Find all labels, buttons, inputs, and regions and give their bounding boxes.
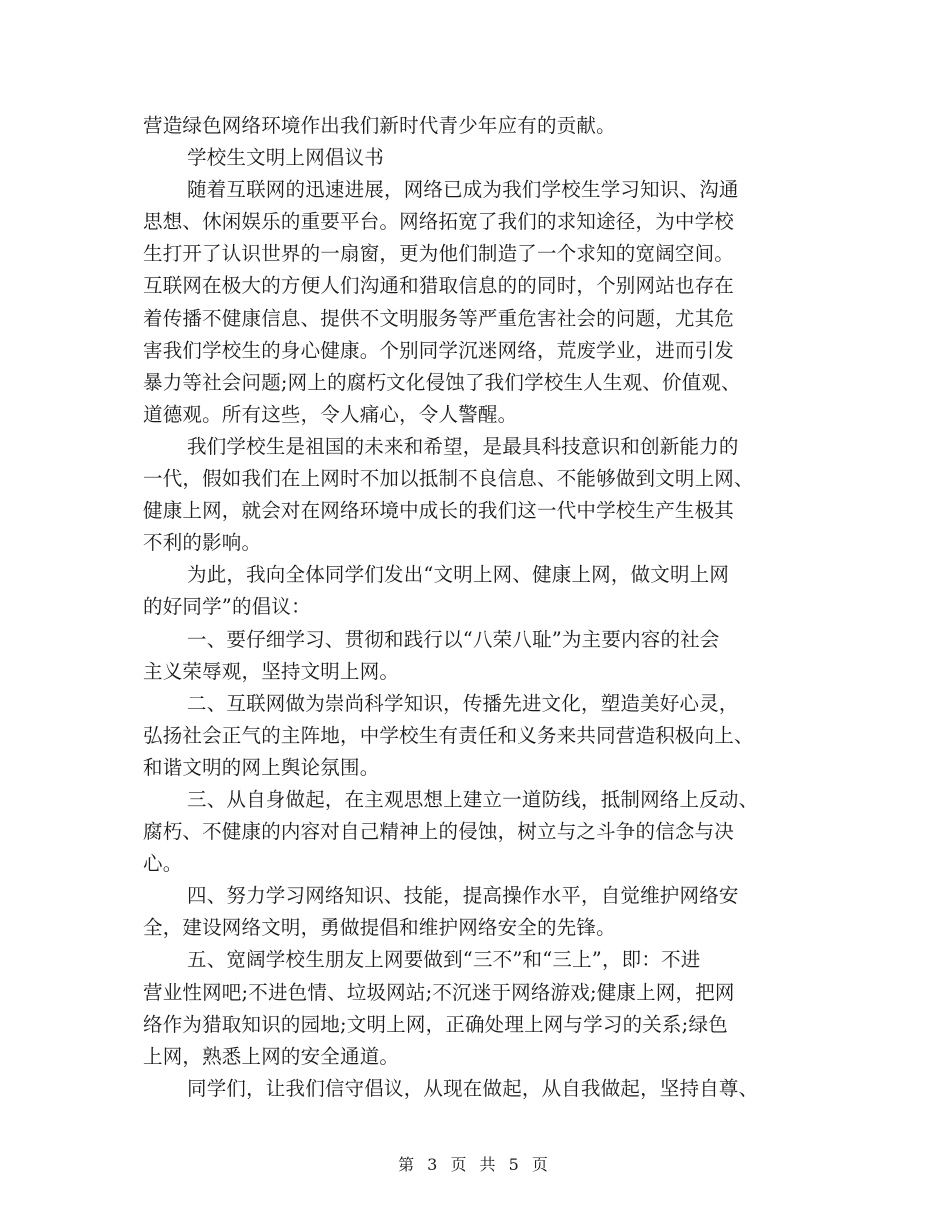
text-line: 学校生文明上网倡议书	[187, 146, 385, 170]
text-line: 道德观。所有这些，令人痛心，令人警醒。	[143, 402, 518, 426]
text-line: 营造绿色网络环境作出我们新时代青少年应有的贡献。	[143, 114, 616, 137]
text-line: 健康上网，就会对在网络环境中成长的我们这一代中学校生产生极其	[143, 499, 735, 523]
text-line: 上网，熟悉上网的安全通道。	[143, 1044, 400, 1068]
text-line: 暴力等社会问题;网上的腐朽文化侵蚀了我们学校生人生观、价值观、	[143, 370, 741, 394]
text-line: 和谐文明的网上舆论氛围。	[143, 755, 380, 779]
text-line: 害我们学校生的身心健康。个别同学沉迷网络，荒废学业，进而引发	[143, 338, 735, 362]
text-line: 四、努力学习网络知识、技能，提高操作水平，自觉维护网络安	[187, 884, 739, 908]
document-body	[143, 110, 808, 1105]
text-line: 一代，假如我们在上网时不加以抵制不良信息、不能够做到文明上网、	[143, 467, 754, 491]
text-line: 五、宽阔学校生朋友上网要做到“三不”和“三上”，即：不进	[187, 948, 701, 972]
text-line: 一、要仔细学习、贯彻和践行以“八荣八耻”为主要内容的社会	[187, 627, 720, 651]
text-line: 络作为猎取知识的园地;文明上网，正确处理上网与学习的关系;绿色	[143, 1012, 728, 1036]
text-line: 主义荣辱观，坚持文明上网。	[143, 659, 400, 683]
text-line: 全，建设网络文明，勇做提倡和维护网络安全的先锋。	[143, 916, 616, 940]
text-line: 不利的影响。	[143, 531, 262, 555]
text-line: 随着互联网的迅速进展，网络已成为我们学校生学习知识、沟通	[187, 178, 739, 202]
text-line: 着传播不健康信息、提供不文明服务等严重危害社会的问题，尤其危	[143, 306, 735, 330]
text-line: 我们学校生是祖国的未来和希望，是最具科技意识和创新能力的	[187, 434, 739, 458]
text-line: 二、互联网做为崇尚科学知识，传播先进文化，塑造美好心灵，	[187, 691, 739, 715]
text-line: 三、从自身做起，在主观思想上建立一道防线，抵制网络上反动、	[187, 787, 759, 811]
text-line: 弘扬社会正气的主阵地，中学校生有责任和义务来共同营造积极向上、	[143, 723, 754, 747]
text-line: 同学们，让我们信守倡议，从现在做起，从自我做起，坚持自尊、	[187, 1076, 759, 1100]
text-line: 互联网在极大的方便人们沟通和猎取信息的的同时，个别网站也存在	[143, 274, 735, 298]
text-line: 思想、休闲娱乐的重要平台。网络拓宽了我们的求知途径，为中学校	[143, 210, 735, 234]
text-line: 营业性网吧;不进色情、垃圾网站;不沉迷于网络游戏;健康上网，把网	[143, 980, 735, 1004]
text-line: 为此，我向全体同学们发出“文明上网、健康上网，做文明上网	[187, 563, 730, 587]
text-line: 的好同学”的倡议：	[143, 595, 311, 619]
text-line: 心。	[143, 852, 183, 876]
text-line: 腐朽、不健康的内容对自己精神上的侵蚀，树立与之斗争的信念与决	[143, 820, 735, 844]
page-number: 第 3 页 共 5 页	[398, 1155, 552, 1174]
text-line: 生打开了认识世界的一扇窗，更为他们制造了一个求知的宽阔空间。	[143, 242, 735, 266]
